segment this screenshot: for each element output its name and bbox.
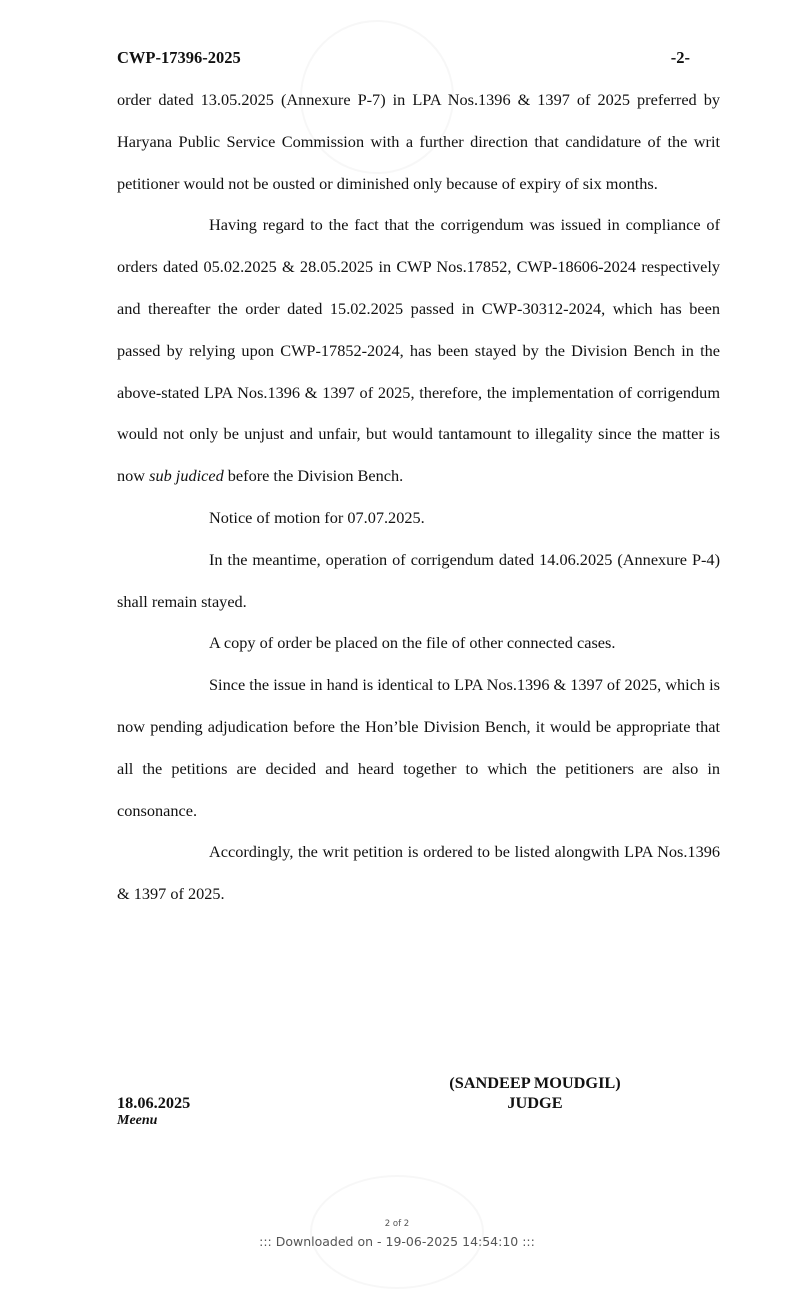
- paragraph-text: Having regard to the fact that the corrigendum was issued in compliance of orders dated 05.02.2025 & 28.05.2025 in CWP Nos.17852, CWP-18606-2024 respectively and thereafter the order dated 15.02.2025 passed in CWP-30312-2024, which has been passed by relying upon CWP-17852-2024, has been stayed by the Division Bench in the above-stated LPA Nos.1396 & 1397 of 2025, therefore, the implementation of corrigendum would not only be unjust and unfair, but would tantamount to illegality since the matter is now: [117, 215, 720, 486]
- case-number: CWP-17396-2025: [117, 48, 241, 67]
- judge-name: (SANDEEP MOUDGIL): [449, 1073, 621, 1092]
- paragraph-corrigendum-regard: [117, 204, 720, 497]
- page-header: [117, 48, 690, 68]
- paragraph-listing-direction: Accordingly, the writ petition is ordered to be listed alongwith LPA Nos.1396 & 1397 of 2025.: [117, 842, 720, 904]
- order-date-block: [117, 1094, 190, 1130]
- order-body: [117, 79, 720, 915]
- paragraph-identical-issue: Since the issue in hand is identical to LPA Nos.1396 & 1397 of 2025, which is now pending adjudication before the Hon’ble Division Bench, it would be appropriate that all the petitions are decided and heard together to which the petitioners are also in consonance.: [117, 675, 720, 820]
- page-count: 2 of 2: [384, 1219, 410, 1229]
- italic-term: sub judiced: [149, 466, 224, 486]
- page-marker: -2-: [670, 48, 690, 67]
- court-emblem-watermark-bottom: [310, 1175, 484, 1289]
- paragraph-notice-of-motion: Notice of motion for 07.07.2025.: [209, 507, 425, 527]
- paragraph-copy-of-order: A copy of order be placed on the file of other connected cases.: [209, 633, 616, 653]
- order-date: 18.06.2025: [117, 1093, 191, 1112]
- judge-title: JUDGE: [507, 1093, 563, 1112]
- paragraph-continuation: order dated 13.05.2025 (Annexure P-7) in LPA Nos.1396 & 1397 of 2025 preferred by Haryana Public Service Commission with a further direction that candidature of the writ petitioner would not be ousted or diminished only because of expiry of six months.: [117, 90, 720, 193]
- download-note: ::: Downloaded on - 19-06-2025 14:54:10 :::: [259, 1234, 535, 1249]
- paragraph-text: before the Division Bench.: [223, 466, 404, 486]
- stenographer-initials: Meenu: [117, 1113, 158, 1128]
- paragraph-stay-operation: In the meantime, operation of corrigendum dated 14.06.2025 (Annexure P-4) shall remain stayed.: [117, 549, 720, 611]
- judge-signature-block: [420, 1073, 650, 1113]
